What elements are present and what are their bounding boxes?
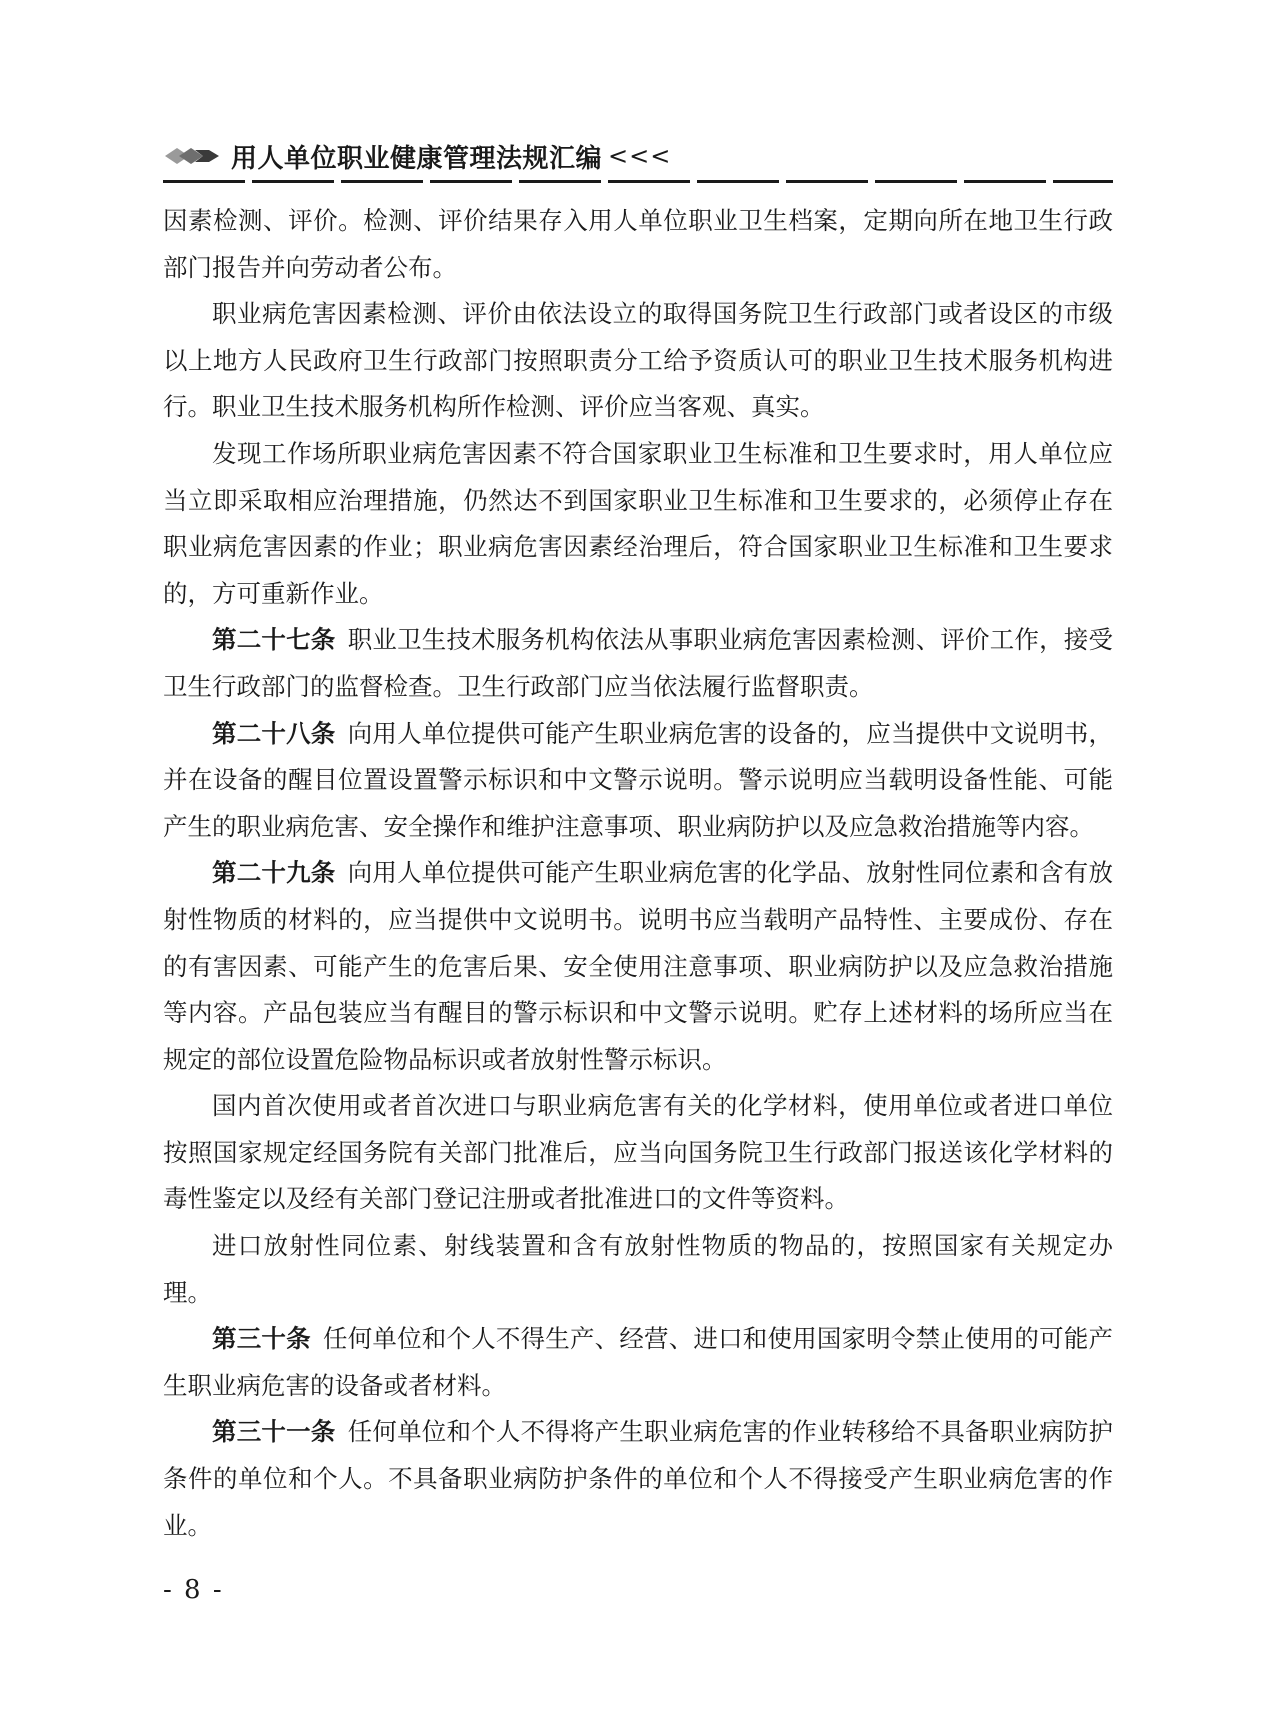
paragraph-text: 职业病危害因素检测、评价由依法设立的取得国务院卫生行政部门或者设区的市级以上地方人民政府卫生行政部门按照职责分工给予资质认可的职业卫生技术服务机构进行。职业卫生技术服务机构所作检测、评价应当客观、真实。 bbox=[163, 299, 1113, 422]
paragraph bbox=[163, 198, 1113, 291]
article-number: 第二十八条 bbox=[212, 718, 336, 748]
paragraph bbox=[163, 1316, 1113, 1409]
header-divider bbox=[163, 180, 1113, 183]
article-number: 第三十一条 bbox=[212, 1417, 336, 1447]
paragraph-text: 任何单位和个人不得生产、经营、进口和使用国家明令禁止使用的可能产生职业病危害的设备或者材料。 bbox=[163, 1324, 1114, 1400]
paragraph-text: 发现工作场所职业病危害因素不符合国家职业卫生标准和卫生要求时，用人单位应当立即采取相应治理措施，仍然达不到国家职业卫生标准和卫生要求的，必须停止存在职业病危害因素的作业；职业病危害因素经治理后，符合国家职业卫生标准和卫生要求的，方可重新作业。 bbox=[163, 438, 1113, 608]
paragraph bbox=[163, 291, 1113, 431]
paragraph-text: 国内首次使用或者首次进口与职业病危害有关的化学材料，使用单位或者进口单位按照国家规定经国务院有关部门批准后，应当向国务院卫生行政部门报送该化学材料的毒性鉴定以及经有关部门登记注册或者批准进口的文件等资料。 bbox=[163, 1091, 1113, 1214]
article-number: 第三十条 bbox=[212, 1324, 311, 1354]
paragraph bbox=[163, 1083, 1113, 1223]
paragraph-text: 向用人单位提供可能产生职业病危害的化学品、放射性同位素和含有放射性物质的材料的，应当提供中文说明书。说明书应当载明产品特性、主要成份、存在的有害因素、可能产生的危害后果、安全使用注意事项、职业病防护以及应急救治措施等内容。产品包装应当有醒目的警示标识和中文警示说明。贮存上述材料的场所应当在规定的部位设置危险物品标识或者放射性警示标识。 bbox=[163, 858, 1114, 1074]
paragraph-text: 任何单位和个人不得将产生职业病危害的作业转移给不具备职业病防护条件的单位和个人。不具备职业病防护条件的单位和个人不得接受产生职业病危害的作业。 bbox=[163, 1417, 1114, 1540]
paragraph-text: 因素检测、评价。检测、评价结果存入用人单位职业卫生档案，定期向所在地卫生行政部门报告并向劳动者公布。 bbox=[163, 206, 1113, 282]
running-header bbox=[163, 138, 1113, 174]
double-diamond-arrow-icon bbox=[163, 142, 225, 170]
paragraph bbox=[163, 1223, 1113, 1316]
paragraph bbox=[163, 1409, 1113, 1549]
paragraph bbox=[163, 711, 1113, 851]
page-number: - 8 - bbox=[163, 1575, 224, 1605]
paragraph-text: 职业卫生技术服务机构依法从事职业病危害因素检测、评价工作，接受卫生行政部门的监督检查。卫生行政部门应当依法履行监督职责。 bbox=[163, 625, 1114, 701]
header-chevrons: <<< bbox=[608, 142, 672, 170]
paragraph bbox=[163, 431, 1113, 617]
header-title: 用人单位职业健康管理法规汇编 bbox=[231, 143, 603, 174]
paragraph bbox=[163, 617, 1113, 710]
article-number: 第二十九条 bbox=[212, 858, 336, 888]
body-text bbox=[163, 198, 1113, 1549]
paragraph-text: 进口放射性同位素、射线装置和含有放射性物质的物品的，按照国家有关规定办理。 bbox=[163, 1231, 1113, 1307]
paragraph bbox=[163, 850, 1113, 1083]
article-number: 第二十七条 bbox=[212, 625, 336, 655]
paragraph-text: 向用人单位提供可能产生职业病危害的设备的，应当提供中文说明书，并在设备的醒目位置设置警示标识和中文警示说明。警示说明应当载明设备性能、可能产生的职业病危害、安全操作和维护注意事项、职业病防护以及应急救治措施等内容。 bbox=[163, 718, 1114, 841]
